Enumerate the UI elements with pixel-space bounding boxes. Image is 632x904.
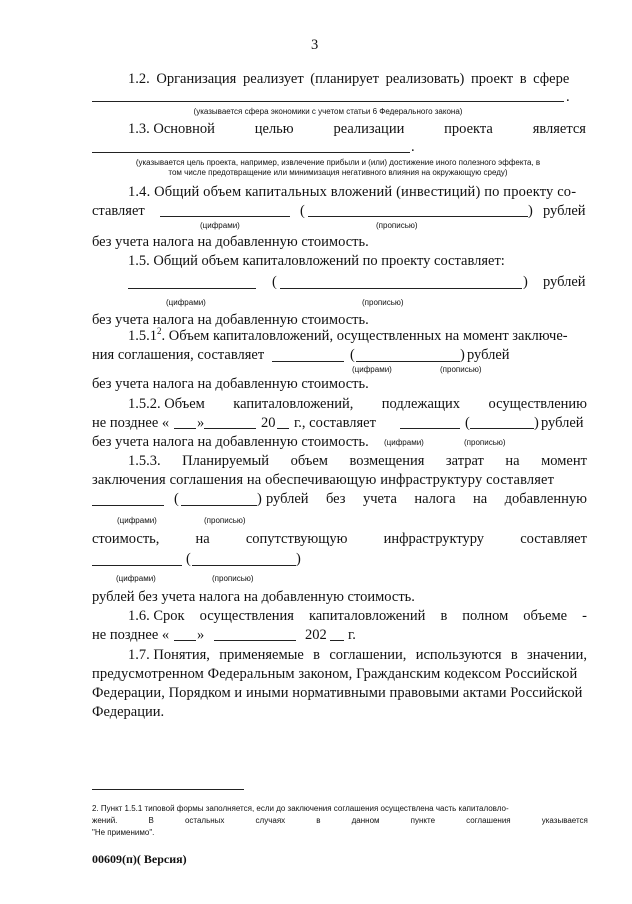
word: учета — [362, 491, 397, 507]
clause-1-5-2-rub: рублей — [541, 415, 584, 431]
clause-1-5-2-l2a: не позднее « — [92, 415, 170, 431]
clause-1-5-rub: рублей — [543, 274, 586, 290]
clause-1-5-3-line4 — [92, 530, 587, 548]
open-paren: ( — [465, 415, 470, 431]
word: используются — [415, 647, 502, 663]
word: применяемые — [219, 647, 304, 663]
clause-1-2-end: . — [566, 89, 570, 105]
close-paren: ) — [257, 491, 262, 507]
close-paren: ) — [296, 551, 301, 567]
word: рублей — [266, 491, 309, 507]
footnote-line3: "Не применимо". — [92, 828, 155, 837]
footnote-line1: 2. Пункт 1.5.1 типовой формы заполняется, если до заключения соглашения осуществлена часть капиталовло- — [92, 804, 509, 813]
clause-1-3-note1: (указывается цель проекта, например, извлечение прибыли и (или) достижение иного полезного эффекта, в — [135, 158, 541, 167]
clause-1-5-3-words2-blank — [192, 565, 296, 566]
clause-1-4-line3: без учета налога на добавленную стоимость. — [92, 234, 369, 250]
word: на — [195, 531, 210, 547]
word: добавленную — [504, 491, 587, 507]
word: в — [316, 816, 321, 825]
clause-1-5-3-words2-label: (прописью) — [212, 574, 254, 583]
clause-1-5-3-digits-blank — [92, 505, 164, 506]
close-paren: ) — [460, 347, 465, 363]
month-blank — [214, 640, 296, 641]
clause-1-5-2-words-blank — [470, 428, 534, 429]
clause-1-7-line1 — [128, 646, 587, 664]
word: составляет — [520, 531, 587, 547]
clause-1-4-line2-start: ставляет — [92, 203, 145, 219]
word: объеме — [523, 608, 568, 624]
close-paren: ) — [534, 415, 539, 431]
clause-1-5-3-line1 — [128, 452, 587, 470]
clause-1-3-end: . — [411, 139, 415, 155]
clause-1-5-digits-blank — [128, 288, 256, 289]
clause-1-3-blank — [92, 152, 410, 153]
day-blank — [174, 640, 196, 641]
clause-1-5-3-digits-label: (цифрами) — [117, 516, 157, 525]
month-blank — [204, 428, 256, 429]
clause-1-4-digits-label: (цифрами) — [200, 221, 240, 230]
clause-1-6-line1 — [128, 607, 587, 625]
word: является — [532, 121, 586, 137]
word: значении, — [527, 647, 587, 663]
clause-1-3-note2: том числе предотвращение или минимизация негативного влияния на окружающую среду) — [168, 168, 508, 177]
open-paren: ( — [272, 274, 277, 290]
clause-1-4-line1: 1.4. Общий объем капитальных вложений (инвестиций) по проекту со- — [128, 184, 577, 200]
word: объем — [290, 453, 328, 469]
clause-1-5-2-l2c: 20 — [261, 415, 276, 431]
word: налога — [414, 491, 456, 507]
clause-1-2-line1 — [128, 70, 586, 88]
clause-1-5-3-words-blank — [181, 505, 257, 506]
clause-1-2-note: (указывается сфера экономики с учетом статьи 6 Федерального закона) — [193, 107, 463, 116]
clause-1-6-l2c: 202 — [305, 627, 327, 643]
word: В — [148, 816, 154, 825]
clause-1-7-line2: предусмотренном Федеральным законом, Гражданским кодексом Российской — [92, 666, 578, 682]
clause-1-2-blank — [92, 101, 564, 102]
word: момент — [541, 453, 587, 469]
word: случаях — [255, 816, 286, 825]
clause-1-4-words-blank — [308, 216, 528, 217]
word: соглашении, — [329, 647, 407, 663]
clause-1-4-digits-blank — [160, 216, 290, 217]
word: инфраструктуру — [383, 531, 485, 547]
clause-1-5-digits-label: (цифрами) — [166, 298, 206, 307]
close-paren: ) — [523, 274, 528, 290]
close-paren: ) — [528, 203, 533, 219]
clause-number: 1.5.1 — [128, 328, 157, 344]
word: в — [440, 608, 448, 624]
word: в — [313, 647, 321, 663]
clause-1-5-3-digits2-blank — [92, 565, 182, 566]
clause-1-6-l2d: г. — [348, 627, 356, 643]
word: соглашения — [466, 816, 511, 825]
clause-1-7-line4: Федерации. — [92, 704, 165, 720]
word: - — [582, 608, 587, 624]
footnote-line2 — [92, 815, 588, 826]
year-blank — [277, 428, 289, 429]
clause-1-5-words-label: (прописью) — [362, 298, 404, 307]
clause-1-5-3-line3 — [266, 490, 587, 508]
word: капиталовложений — [308, 608, 426, 624]
clause-1-5-3-digits2-label: (цифрами) — [116, 574, 156, 583]
clause-1-5-2-line1 — [128, 395, 587, 413]
open-paren: ( — [174, 491, 179, 507]
word: стоимость, — [92, 531, 160, 547]
clause-1-5-2-l2b: » — [197, 415, 205, 431]
clause-1-5-1-line2-start: ния соглашения, составляет — [92, 347, 265, 363]
clause-text: . Объем капиталовложений, осуществленных на момент заключе- — [161, 328, 568, 344]
clause-1-7-line3: Федерации, Порядком и иными нормативными правовыми актами Российской — [92, 685, 583, 701]
clause-1-5-1-digits-blank — [272, 361, 344, 362]
clause-1-5-line1: 1.5. Общий объем капиталовложений по проекту составляет: — [128, 253, 505, 269]
clause-1-5-1-words-blank — [356, 361, 460, 362]
clause-1-5-1-rub: рублей — [467, 347, 510, 363]
clause-1-5-2-digits-label: (цифрами) — [384, 438, 424, 447]
clause-1-5-2-digits-blank — [400, 428, 460, 429]
page-number: 3 — [311, 37, 319, 53]
clause-1-4-words-label: (прописью) — [376, 221, 418, 230]
word: затрат — [445, 453, 484, 469]
word: 1.5.2. Объем — [128, 396, 205, 412]
word: жений. — [92, 816, 118, 825]
clause-1-5-2-line3: без учета налога на добавленную стоимость. — [92, 434, 369, 450]
clause-1-6-l2b: » — [197, 627, 205, 643]
clause-1-5-3-line2: заключения соглашения на обеспечивающую инфраструктуру составляет — [92, 472, 555, 488]
word: на — [505, 453, 520, 469]
clause-1-5-1-line3: без учета налога на добавленную стоимость. — [92, 376, 369, 392]
clause-1-4-rub: рублей — [543, 203, 586, 219]
clause-1-5-1-words-label: (прописью) — [440, 365, 482, 374]
clause-1-5-3-words-label: (прописью) — [204, 516, 246, 525]
word: осуществления — [199, 608, 294, 624]
word: полном — [462, 608, 509, 624]
word: в — [510, 647, 518, 663]
footnote-ref: 2 — [157, 326, 162, 337]
word: 1.6. Срок — [128, 608, 185, 624]
open-paren: ( — [186, 551, 191, 567]
word: 1.5.3. — [128, 453, 161, 469]
open-paren: ( — [350, 347, 355, 363]
word: целью — [254, 121, 294, 137]
clause-1-3-line1 — [128, 120, 586, 138]
clause-1-5-words-blank — [280, 288, 522, 289]
word: остальных — [184, 816, 225, 825]
word: на — [472, 491, 488, 507]
word: данном — [351, 816, 380, 825]
clause-1-5-2-l2d: г., составляет — [294, 415, 376, 431]
word: проекта — [444, 121, 493, 137]
clause-1-5-line3: без учета налога на добавленную стоимость. — [92, 312, 369, 328]
word: Планируемый — [182, 453, 270, 469]
day-blank — [174, 428, 196, 429]
open-paren: ( — [300, 203, 305, 219]
word: осуществлению — [488, 396, 587, 412]
clause-1-6-l2a: не позднее « — [92, 627, 170, 643]
version-code: 00609(п)( Версия) — [92, 852, 187, 866]
clause-1-5-2-words-label: (прописью) — [464, 438, 506, 447]
word: возмещения — [349, 453, 425, 469]
word: пункте — [410, 816, 436, 825]
word: 1.3. Основной — [128, 121, 215, 137]
word: подлежащих — [381, 396, 461, 412]
word: без — [326, 491, 346, 507]
footnote-separator — [92, 789, 244, 790]
word: капиталовложений, — [233, 396, 354, 412]
word: сопутствующую — [245, 531, 348, 547]
word: реализации — [333, 121, 405, 137]
clause-1-5-1-line1 — [128, 327, 568, 345]
year-blank — [330, 640, 344, 641]
clause-1-2-text: 1.2. Организация реализует (планирует реализовать) проект в сфере — [128, 71, 570, 87]
clause-1-5-3-line6: рублей без учета налога на добавленную стоимость. — [92, 589, 415, 605]
word: 1.7. Понятия, — [128, 647, 210, 663]
clause-1-5-1-digits-label: (цифрами) — [352, 365, 392, 374]
word: указывается — [541, 816, 588, 825]
